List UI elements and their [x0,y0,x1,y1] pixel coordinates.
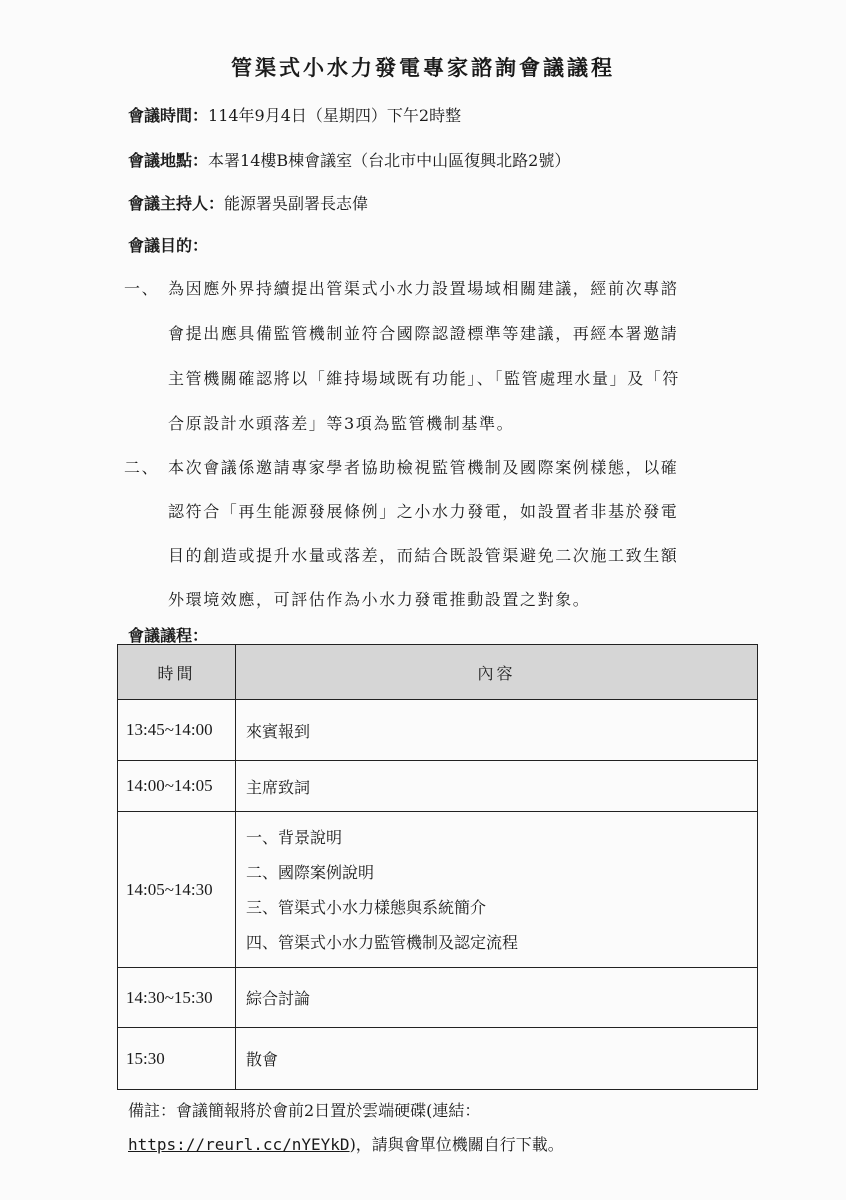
purpose-line: 外環境效應，可評估作為小水力發電推動設置之對象。 [168,590,591,609]
note-line-2 [128,1132,564,1155]
agenda-label: 會議議程： [128,626,209,645]
agenda-header-content: 內容 [236,645,758,700]
purpose-line: 會提出應具備監管機制並符合國際認證標準等建議，再經本署邀請 [168,324,679,343]
table-row [118,812,758,968]
agenda-header-row [118,645,758,700]
table-row [118,1028,758,1090]
agenda-content [236,812,758,968]
purpose-label: 會議目的： [128,236,209,255]
meeting-time-value: 114年9月4日（星期四）下午2時整 [208,106,462,125]
meeting-host-label: 會議主持人： [128,194,225,213]
purpose-line: 合原設計水頭落差」等3項為監管機制基準。 [168,414,515,433]
agenda-content [236,1028,758,1090]
agenda-time: 13:45~14:00 [118,700,236,761]
agenda-item: 四、管渠式小水力監管機制及認定流程 [246,932,519,952]
agenda-content [236,700,758,761]
note-line-1: 備註：會議簡報將於會前2日置於雲端硬碟(連結： [128,1101,481,1120]
agenda-time: 14:00~14:05 [118,761,236,812]
agenda-item: 綜合討論 [246,989,311,1008]
purpose-line: 為因應外界持續提出管渠式小水力設置場域相關建議，經前次專諮 [168,279,679,298]
purpose-line: 本次會議係邀請專家學者協助檢視監管機制及國際案例樣態，以確 [168,458,679,477]
agenda-item: 三、管渠式小水力樣態與系統簡介 [246,897,487,917]
agenda-item: 主席致詞 [246,777,311,797]
page-title: 管渠式小水力發電專家諮詢會議議程 [231,56,615,80]
purpose-item-number: 一、 [124,279,160,298]
download-link[interactable]: https://reurl.cc/nYEYkD [128,1135,350,1154]
agenda-time: 15:30 [118,1028,236,1090]
purpose-item-number: 二、 [124,458,160,477]
table-row [118,968,758,1028]
purpose-line: 目的創造或提升水量或落差，而結合既設管渠避免二次施工致生額 [168,546,679,565]
agenda-table [117,644,758,1090]
meeting-place-value: 本署14樓B棟會議室（台北市中山區復興北路2號） [208,151,571,170]
purpose-line: 主管機關確認將以「維持場域既有功能」、「監管處理水量」及「符 [168,369,681,388]
meeting-host [128,191,368,214]
table-row [118,761,758,812]
agenda-time: 14:30~15:30 [118,968,236,1028]
agenda-item: 二、國際案例說明 [246,862,375,882]
agenda-content [236,761,758,812]
meeting-host-value: 能源署吳副署長志偉 [224,194,369,213]
agenda-content [236,968,758,1028]
agenda-item: 散會 [246,1050,279,1069]
note-line-2-rest: )，請與會單位機關自行下載。 [349,1135,564,1154]
table-row [118,700,758,761]
agenda-header-time: 時間 [118,645,236,700]
agenda-item: 一、背景說明 [246,827,343,847]
meeting-time [128,103,461,126]
purpose-line: 認符合「再生能源發展條例」之小水力發電，如設置者非基於發電 [168,502,679,521]
agenda-time: 14:05~14:30 [118,812,236,968]
meeting-place-label: 會議地點： [128,151,209,170]
meeting-time-label: 會議時間： [128,106,209,125]
agenda-item: 來賓報到 [246,721,311,741]
meeting-place [128,148,570,171]
